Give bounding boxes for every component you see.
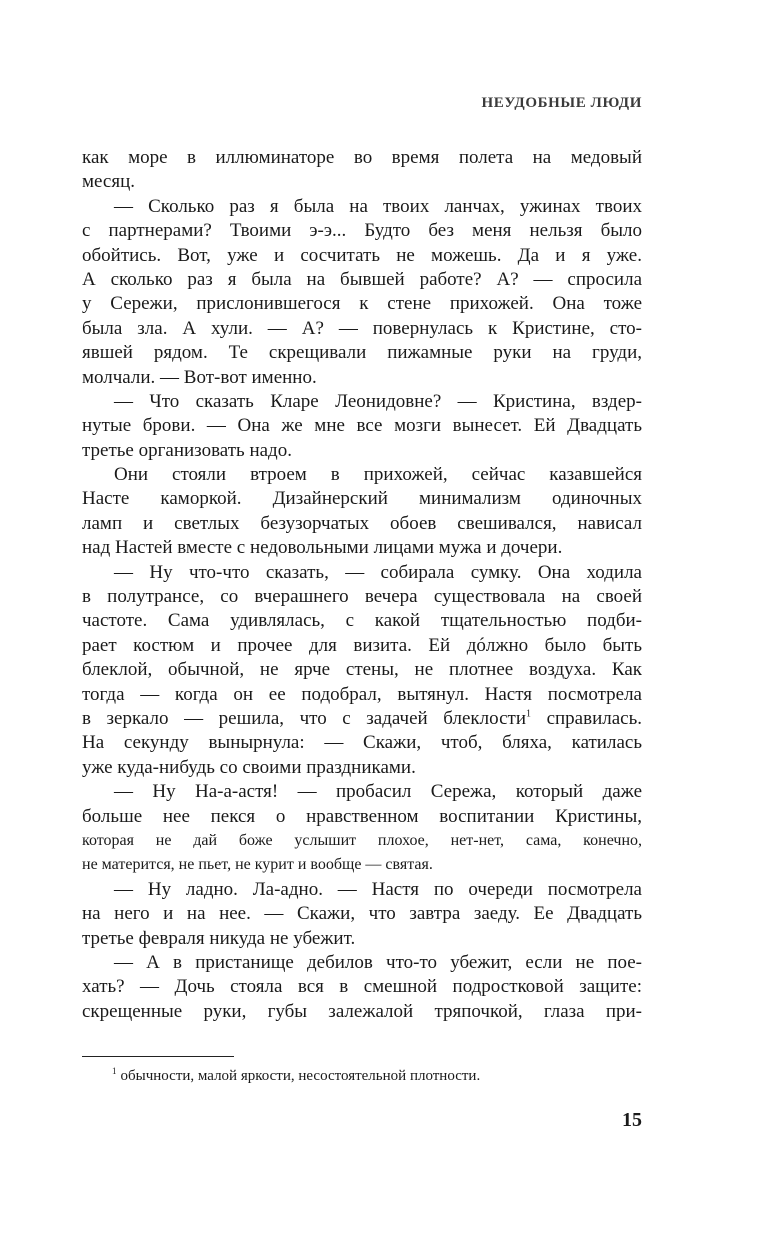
footnote-text: обычности, малой яркости, несостоятельной плотности.: [120, 1068, 481, 1084]
text-line: у Сережи, прислонившегося к стене прихожей. Она тоже: [82, 293, 642, 315]
text-line: — Сколько раз я была на твоих ланчах, ужинах твоих: [114, 195, 642, 217]
text-line: Они стояли втроем в прихожей, сейчас казавшейся: [114, 464, 642, 486]
text-fragment: в зеркало — решила, что с задачей блеклости: [82, 707, 526, 729]
text-line: не матерится, не пьет, не курит и вообще — святая.: [82, 856, 433, 874]
text-line: — Ну ладно. Ла-адно. — Настя по очереди посмотрела: [114, 878, 642, 900]
text-line: На секунду вынырнула: — Скажи, чтоб, бляха, катилась: [82, 732, 642, 754]
text-line: явшей рядом. Те скрещивали пижамные руки на груди,: [82, 342, 642, 364]
text-line: частоте. Сама удивлялась, с какой тщательностью подби-: [82, 610, 642, 632]
text-line: тогда — когда он ее подобрал, вытянул. Настя посмотрела: [82, 683, 642, 705]
text-line: хать? — Дочь стояла вся в смешной подростковой защите:: [82, 976, 642, 998]
text-line: рает костюм и прочее для визита. Ей дóлжно было быть: [82, 634, 642, 656]
footnote: [112, 1066, 480, 1086]
text-line: — Ну На-а-астя! — пробасил Сережа, который даже: [114, 781, 642, 803]
running-header: НЕУДОБНЫЕ ЛЮДИ: [481, 95, 642, 111]
text-line: на него и на нее. — Скажи, что завтра заеду. Ее Двадцать: [82, 903, 642, 925]
text-line: Насте каморкой. Дизайнерский минимализм одиночных: [82, 488, 642, 510]
text-line: обойтись. Вот, уже и сосчитать не можешь. Да и я уже.: [82, 244, 642, 266]
text-line: ламп и светлых безузорчатых обоев свешивался, нависал: [82, 512, 642, 534]
footnote-divider: [82, 1056, 234, 1057]
text-line: — А в пристанище дебилов что-то убежит, если не пое-: [114, 951, 642, 973]
page-number: 15: [622, 1109, 642, 1131]
text-line: как море в иллюминаторе во время полета на медовый: [82, 147, 642, 168]
text-line: над Настей вместе с недовольными лицами мужа и дочери.: [82, 537, 563, 559]
text-line: с партнерами? Твоими э-э... Будто без меня нельзя было: [82, 220, 642, 242]
footnote-marker: 1: [112, 1066, 117, 1076]
text-line: третье организовать надо.: [82, 439, 292, 461]
text-line: — Что сказать Кларе Леонидовне? — Кристина, вздер-: [114, 390, 642, 412]
text-line-with-footnote: [82, 707, 642, 731]
text-line: молчали. — Вот-вот именно.: [82, 366, 317, 388]
footnote-reference[interactable]: 1: [525, 708, 531, 720]
text-line: месяц.: [82, 171, 136, 193]
text-fragment: справилась.: [546, 707, 642, 729]
body-text: [82, 146, 642, 1024]
text-line: скрещенные руки, губы залежалой тряпочкой, глаза при-: [82, 1000, 642, 1022]
text-line: А сколько раз я была на бывшей работе? А? — спросила: [82, 268, 642, 290]
text-line: третье февраля никуда не убежит.: [82, 927, 356, 949]
text-line: в полутрансе, со вчерашнего вечера существовала на своей: [82, 586, 642, 608]
text-line: — Ну что-что сказать, — собирала сумку. Она ходила: [114, 561, 642, 583]
text-line: нутые брови. — Она же мне все мозги вынесет. Ей Двадцать: [82, 415, 642, 437]
text-line: уже куда-нибудь со своими праздниками.: [82, 756, 416, 778]
text-line: была зла. А хули. — А? — повернулась к Кристине, сто-: [82, 317, 642, 339]
text-line: больше нее пекся о нравственном воспитании Кристины,: [82, 805, 642, 827]
text-line: блеклой, обычной, не ярче стены, не плотнее воздуха. Как: [82, 659, 642, 681]
text-line: которая не дай боже услышит плохое, нет-нет, сама, конечно,: [82, 831, 642, 849]
